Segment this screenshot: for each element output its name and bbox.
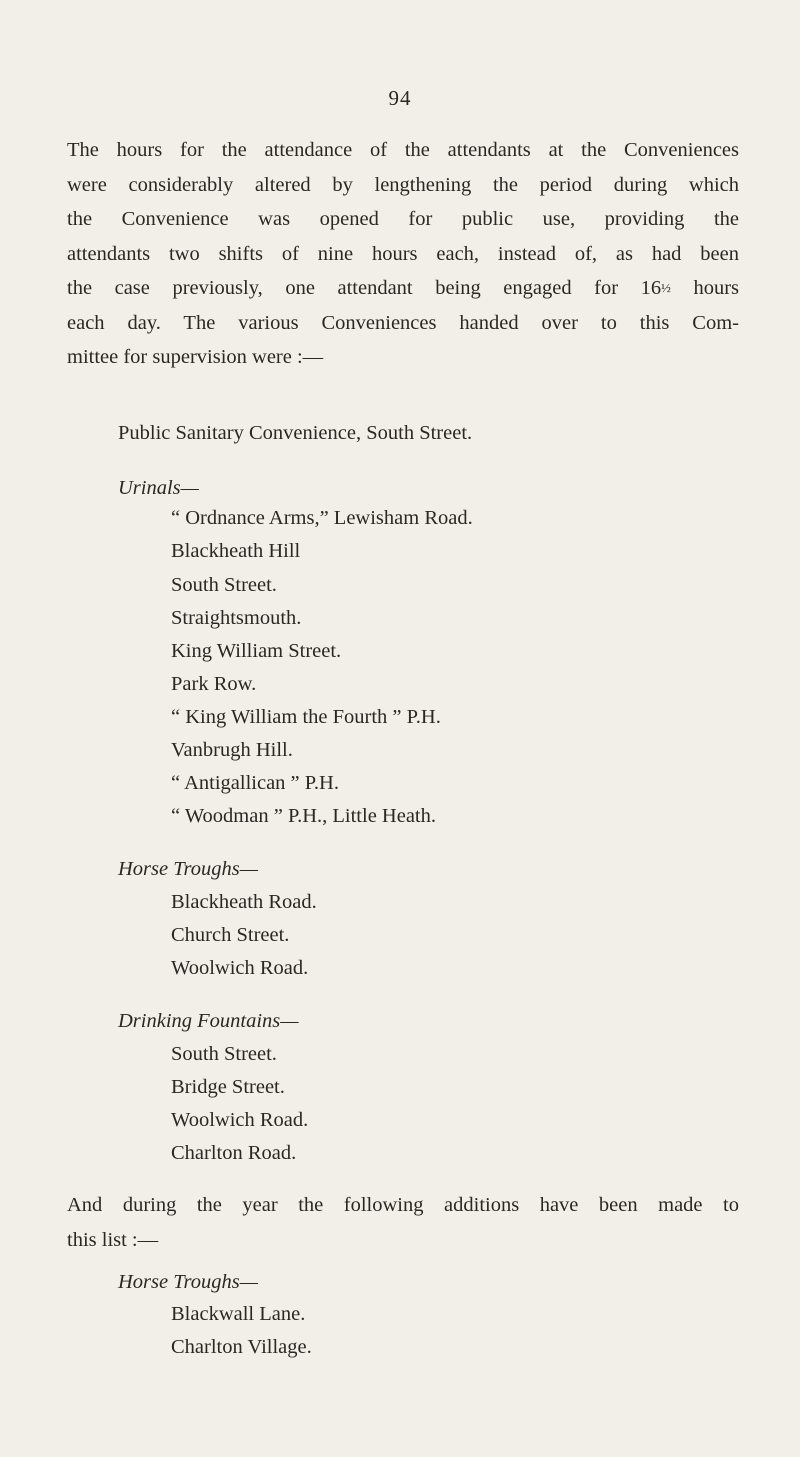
new-horse-trough-item: Blackwall Lane.: [171, 1303, 306, 1325]
drinking-fountain-item: South Street.: [171, 1043, 277, 1065]
drinking-fountain-item: Charlton Road.: [171, 1142, 297, 1164]
urinal-item: Vanbrugh Hill.: [171, 739, 293, 761]
horse-trough-item: Woolwich Road.: [171, 957, 309, 979]
paragraph-line: this list :—: [67, 1228, 159, 1251]
paragraph-line: each day. The various Conveniences handed over to this Com-: [67, 311, 739, 334]
horse-trough-item: Blackheath Road.: [171, 891, 317, 913]
new-horse-trough-item: Charlton Village.: [171, 1336, 312, 1358]
urinal-item: Straightsmouth.: [171, 607, 302, 629]
urinal-item: Blackheath Hill: [171, 540, 301, 562]
urinal-item: King William Street.: [171, 640, 342, 662]
urinal-item: “ Woodman ” P.H., Little Heath.: [171, 805, 436, 827]
drinking-fountains-label: Drinking Fountains—: [118, 1010, 299, 1032]
drinking-fountain-item: Woolwich Road.: [171, 1109, 309, 1131]
page-number: 94: [388, 86, 412, 110]
paragraph-line-text: the case previously, one attendant being engaged for: [67, 277, 619, 299]
urinal-item: “ King William the Fourth ” P.H.: [171, 706, 441, 728]
horse-troughs-label: Horse Troughs—: [118, 858, 258, 880]
paragraph-line: the Convenience was opened for public use, providing the: [67, 208, 739, 230]
urinal-item: “ Antigallican ” P.H.: [171, 772, 339, 794]
horse-trough-item: Church Street.: [171, 924, 290, 946]
paragraph-line: were considerably altered by lengthening the period during which: [67, 173, 739, 196]
paragraph-line-with-hours: [67, 271, 739, 306]
urinals-label: Urinals—: [118, 477, 199, 499]
paragraph-line: And during the year the following additions have been made to: [67, 1194, 739, 1216]
urinal-item: Park Row.: [171, 673, 257, 695]
paragraph-line: attendants two shifts of nine hours each, instead of, as had been: [67, 242, 739, 265]
urinal-item: “ Ordnance Arms,” Lewisham Road.: [171, 507, 473, 529]
hours-fraction: ½: [661, 280, 671, 295]
urinal-item: South Street.: [171, 574, 277, 596]
hours-word: hours: [693, 277, 739, 299]
drinking-fountain-item: Bridge Street.: [171, 1076, 285, 1098]
paragraph-line: mittee for supervision were :—: [67, 346, 324, 368]
paragraph-line: The hours for the attendance of the attendants at the Conveniences: [67, 139, 739, 161]
public-convenience-entry: Public Sanitary Convenience, South Street.: [118, 422, 473, 444]
new-horse-troughs-label: Horse Troughs—: [118, 1271, 258, 1293]
hours-value: 16: [640, 277, 662, 299]
intro-paragraph: [67, 133, 739, 375]
additions-paragraph: [67, 1188, 739, 1257]
